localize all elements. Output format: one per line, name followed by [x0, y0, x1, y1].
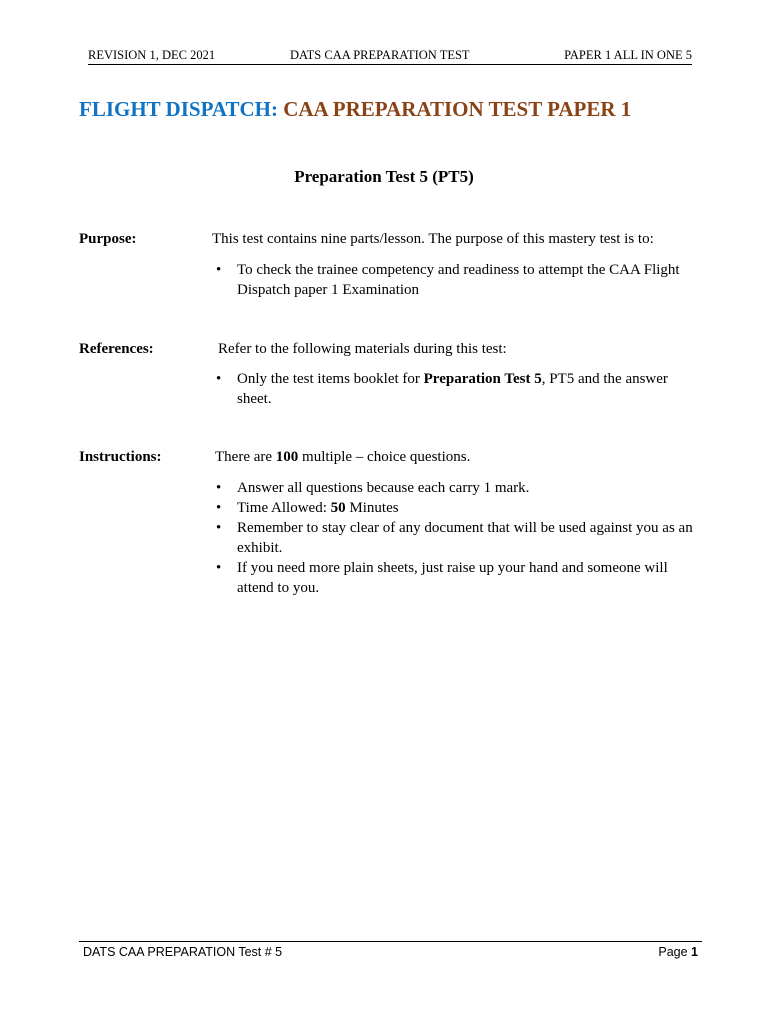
header-revision: REVISION 1, DEC 2021 — [88, 48, 216, 62]
instructions-bullet-sheets-line2: attend to you. — [237, 580, 320, 596]
instructions-bullet-document-line2: exhibit. — [237, 540, 283, 556]
header-paper: PAPER 1 ALL IN ONE 5 — [564, 48, 692, 62]
references-bullets — [211, 369, 668, 409]
instructions-bullet-sheets-line1: If you need more plain sheets, just raise up your hand and someone will — [237, 560, 668, 576]
bullet-icon: • — [216, 371, 222, 387]
document-subtitle: Preparation Test 5 (PT5) — [294, 167, 474, 186]
document-title — [79, 96, 631, 122]
bullet-icon: • — [216, 560, 222, 576]
instructions-bullet-marks: Answer all questions because each carry 1 mark. — [237, 480, 530, 496]
footer-test-name: DATS CAA PREPARATION Test # 5 — [83, 945, 283, 959]
bullet-icon: • — [216, 520, 222, 536]
instructions-text — [215, 447, 470, 467]
instructions-bullets — [211, 478, 693, 598]
references-text: Refer to the following materials during this test: — [218, 341, 507, 357]
list-item — [211, 369, 668, 409]
list-item — [211, 260, 680, 300]
list-item — [211, 498, 693, 518]
instructions-label: Instructions: — [79, 449, 162, 465]
instructions-bullet-document-line1: Remember to stay clear of any document that will be used against you as an — [237, 520, 693, 536]
references-bullet-line2: sheet. — [237, 391, 272, 407]
bullet-icon: • — [216, 500, 222, 516]
instructions-bullet-time-pre: Time Allowed: — [237, 500, 331, 516]
references-bullet-pre: Only the test items booklet for — [237, 371, 424, 387]
references-label: References: — [79, 341, 154, 357]
list-item — [211, 518, 693, 558]
page-footer — [79, 941, 702, 964]
references-bullet-post: , PT5 and the answer — [541, 371, 668, 387]
instructions-text-pre: There are — [215, 449, 276, 465]
list-item — [211, 558, 693, 598]
purpose-bullet-line1: To check the trainee competency and readiness to attempt the CAA Flight — [237, 262, 680, 278]
page-number — [658, 945, 698, 959]
page-header — [88, 46, 692, 65]
bullet-icon: • — [216, 262, 222, 278]
purpose-label: Purpose: — [79, 231, 137, 247]
list-item — [211, 478, 693, 498]
purpose-bullet-line2: Dispatch paper 1 Examination — [237, 282, 420, 298]
instructions-text-post: multiple – choice questions. — [298, 449, 471, 465]
title-flight-dispatch: FLIGHT DISPATCH: — [79, 97, 278, 121]
page-number-value: 1 — [691, 945, 698, 959]
page-label: Page — [658, 945, 692, 959]
instructions-question-count: 100 — [275, 449, 299, 465]
bullet-icon: • — [216, 480, 222, 496]
instructions-bullet-time-bold: 50 — [330, 500, 346, 516]
purpose-text: This test contains nine parts/lesson. The purpose of this mastery test is to: — [212, 231, 654, 247]
instructions-bullet-time-post: Minutes — [345, 500, 399, 516]
header-test-name: DATS CAA PREPARATION TEST — [290, 48, 470, 62]
purpose-bullets — [211, 260, 680, 300]
title-caa-test: CAA PREPARATION TEST PAPER 1 — [277, 97, 632, 121]
references-bullet-bold: Preparation Test 5 — [423, 371, 542, 387]
